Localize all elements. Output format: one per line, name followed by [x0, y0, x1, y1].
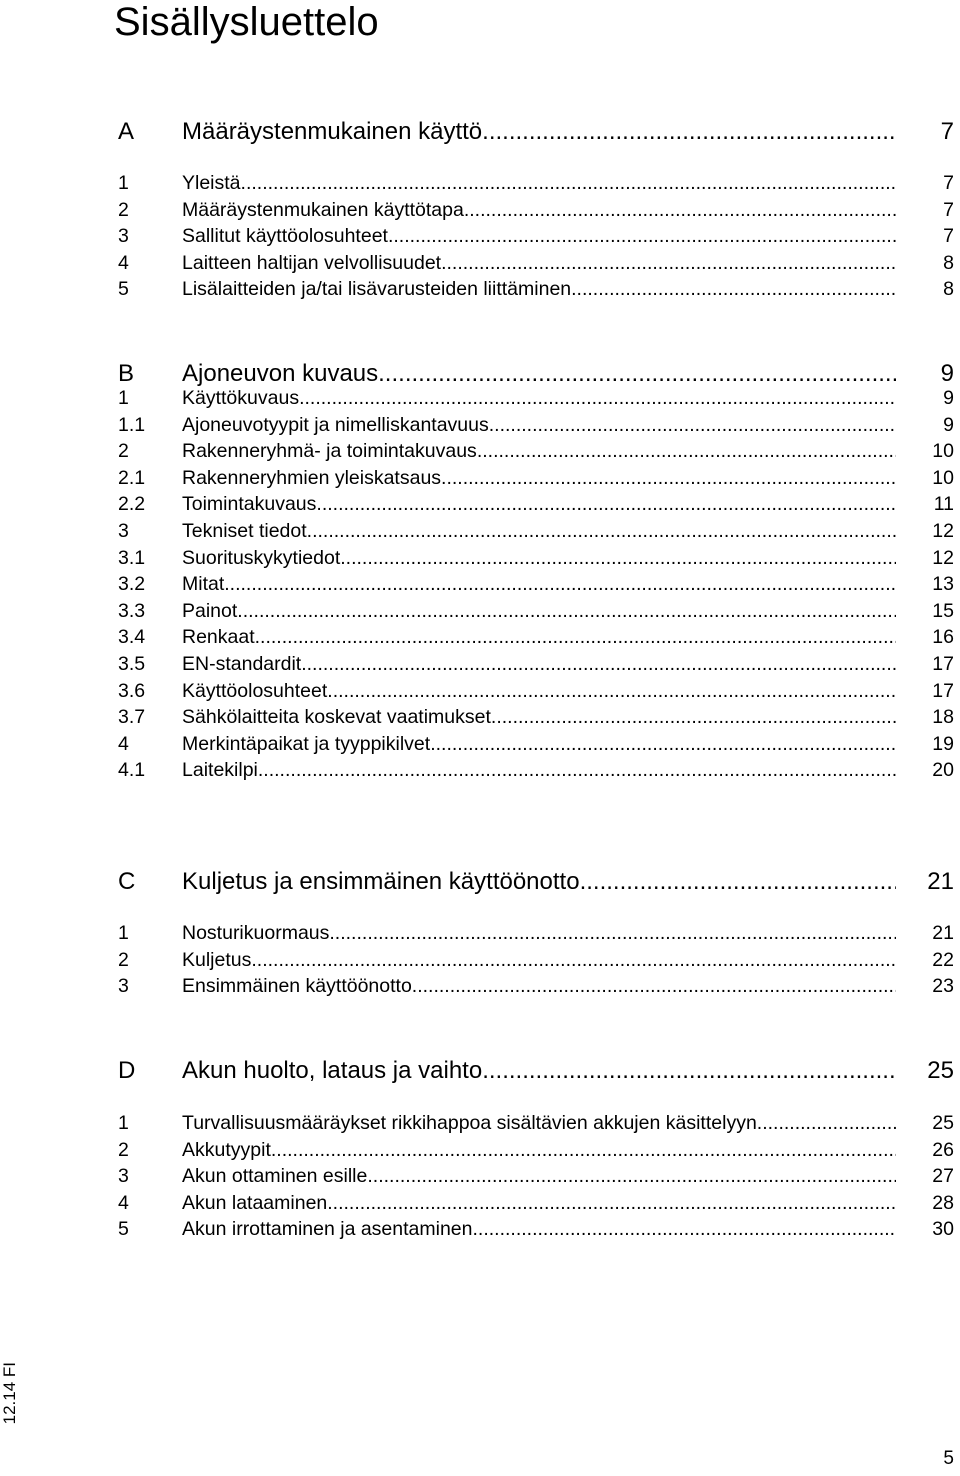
dot-leader: [299, 385, 896, 411]
toc-entry[interactable]: [118, 1216, 954, 1242]
entry-title: Renkaat: [182, 626, 255, 649]
toc-entry[interactable]: [118, 545, 954, 571]
entry-title: Toimintakuvaus: [182, 493, 317, 516]
section-page-number: 9: [940, 360, 954, 387]
entry-number: 3.3: [118, 599, 146, 622]
toc-entry[interactable]: [118, 491, 954, 517]
dot-leader: [224, 571, 896, 597]
dot-leader: [258, 757, 896, 783]
entry-page-number: 9: [943, 413, 954, 436]
entry-page-number: 28: [932, 1191, 954, 1214]
entry-title: Akun ottaminen esille: [182, 1165, 368, 1188]
toc-entry[interactable]: [118, 438, 954, 464]
entry-page-number: 23: [932, 975, 954, 998]
toc-entry[interactable]: [118, 1137, 954, 1163]
entry-page-number: 7: [943, 198, 954, 221]
section-letter: B: [118, 360, 135, 387]
entry-number: 1: [118, 922, 129, 944]
entry-page-number: 8: [943, 278, 954, 301]
entry-page-number: 27: [932, 1165, 954, 1188]
toc-entry[interactable]: [118, 1190, 954, 1216]
entry-title: Yleistä: [182, 172, 241, 194]
toc-entry[interactable]: [118, 412, 954, 438]
entry-title: Merkintäpaikat ja tyyppikilvet: [182, 732, 431, 755]
dot-leader: [571, 276, 896, 302]
entry-title: Turvallisuusmääräykset rikkihappoa sisältävien akkujen käsittelyyn: [182, 1112, 757, 1134]
dot-leader: [307, 518, 896, 544]
dot-leader: [580, 866, 896, 898]
toc-entry[interactable]: [118, 947, 954, 973]
entry-number: 4: [118, 732, 129, 755]
toc-entry[interactable]: [118, 757, 954, 783]
dot-leader: [367, 1163, 896, 1189]
section-letter: C: [118, 868, 136, 895]
entry-number: 3.7: [118, 706, 146, 729]
entry-page-number: 9: [943, 387, 954, 409]
dot-leader: [464, 197, 896, 223]
toc-entry[interactable]: [118, 1110, 954, 1136]
dot-leader: [241, 170, 896, 196]
section-letter: D: [118, 1057, 136, 1084]
entry-title: Mitat: [182, 573, 225, 596]
entry-number: 3: [118, 520, 129, 542]
entry-title: Kuljetus: [182, 948, 252, 971]
dot-leader: [412, 973, 896, 999]
entry-title: Ajoneuvotyypit ja nimelliskantavuus: [182, 413, 489, 436]
dot-leader: [237, 598, 896, 624]
toc-entry[interactable]: [118, 571, 954, 597]
dot-leader: [251, 947, 896, 973]
entry-title: Laitteen haltijan velvollisuudet: [182, 251, 442, 274]
entry-title: Sallitut käyttöolosuhteet: [182, 225, 388, 248]
dot-leader: [430, 731, 896, 757]
entry-page-number: 17: [932, 679, 954, 702]
dot-leader: [327, 678, 896, 704]
entry-page-number: 20: [932, 759, 954, 782]
toc-entry[interactable]: [118, 250, 954, 276]
entry-title: Ensimmäinen käyttöönotto: [182, 975, 412, 998]
entry-number: 2.2: [118, 493, 146, 516]
entry-number: 2: [118, 440, 129, 463]
dot-leader: [473, 1216, 897, 1242]
section-page-number: 7: [940, 118, 954, 145]
toc-entry[interactable]: [118, 385, 954, 411]
entry-page-number: 7: [943, 172, 954, 194]
section-title: Määräystenmukainen käyttö: [182, 118, 483, 145]
dot-leader: [255, 624, 896, 650]
dot-leader: [477, 438, 896, 464]
toc-entry[interactable]: [118, 598, 954, 624]
page-number: 5: [943, 1448, 954, 1469]
toc-entry[interactable]: [118, 170, 954, 196]
entry-number: 3.4: [118, 626, 146, 649]
entry-title: Tekniset tiedot: [182, 520, 307, 542]
dot-leader: [441, 250, 896, 276]
page-title: Sisällysluettelo: [114, 0, 379, 44]
toc-entry[interactable]: [118, 920, 954, 946]
entry-title: Nosturikuormaus: [182, 922, 330, 944]
entry-title: Suorituskykytiedot: [182, 546, 341, 569]
entry-number: 4: [118, 251, 129, 274]
entry-page-number: 12: [932, 520, 954, 542]
section-page-number: 21: [927, 868, 954, 895]
toc-entry[interactable]: [118, 651, 954, 677]
entry-number: 3: [118, 1165, 129, 1188]
toc-entry[interactable]: [118, 973, 954, 999]
toc-entry[interactable]: [118, 197, 954, 223]
entry-page-number: 10: [932, 466, 954, 489]
toc-entry[interactable]: [118, 731, 954, 757]
entry-page-number: 12: [932, 546, 954, 569]
section-page-number: 25: [927, 1057, 954, 1084]
entry-number: 2: [118, 198, 129, 221]
entry-number: 4: [118, 1191, 129, 1214]
dot-leader: [329, 920, 896, 946]
toc-entry[interactable]: [118, 465, 954, 491]
dot-leader: [316, 491, 896, 517]
toc-entry[interactable]: [118, 624, 954, 650]
entry-title: Käyttökuvaus: [182, 387, 300, 409]
entry-page-number: 26: [932, 1138, 954, 1161]
toc-entry[interactable]: [118, 518, 954, 544]
toc-section[interactable]: [118, 866, 954, 898]
section-title: Kuljetus ja ensimmäinen käyttöönotto: [182, 868, 580, 895]
entry-title: Rakenneryhmä- ja toimintakuvaus: [182, 440, 477, 463]
toc-entry[interactable]: [118, 276, 954, 302]
document-version: 12.14 FI: [0, 1362, 19, 1425]
entry-title: Akun irrottaminen ja asentaminen: [182, 1218, 473, 1241]
entry-title: Akkutyypit: [182, 1138, 271, 1161]
entry-page-number: 7: [943, 225, 954, 248]
entry-page-number: 15: [932, 599, 954, 622]
toc-entry[interactable]: [118, 678, 954, 704]
entry-page-number: 22: [932, 948, 954, 971]
section-title: Akun huolto, lataus ja vaihto: [182, 1057, 483, 1084]
entry-number: 4.1: [118, 759, 146, 782]
entry-number: 3.6: [118, 679, 146, 702]
entry-page-number: 16: [932, 626, 954, 649]
entry-title: Akun lataaminen: [182, 1191, 328, 1214]
entry-title: Lisälaitteiden ja/tai lisävarusteiden liittäminen: [182, 278, 572, 301]
entry-page-number: 8: [943, 251, 954, 274]
entry-page-number: 18: [932, 706, 954, 729]
dot-leader: [441, 465, 896, 491]
entry-page-number: 10: [932, 440, 954, 463]
entry-number: 3.5: [118, 653, 146, 675]
entry-title: Rakenneryhmien yleiskatsaus: [182, 466, 442, 489]
dot-leader: [301, 651, 896, 677]
entry-number: 3: [118, 225, 129, 248]
entry-number: 2: [118, 948, 129, 971]
toc-entry[interactable]: [118, 223, 954, 249]
dot-leader: [482, 1055, 896, 1087]
dot-leader: [491, 704, 896, 730]
entry-number: 3.1: [118, 546, 146, 569]
entry-title: Käyttöolosuhteet: [182, 679, 328, 702]
toc-section[interactable]: [118, 1055, 954, 1087]
dot-leader: [271, 1137, 896, 1163]
dot-leader: [388, 223, 896, 249]
section-letter: A: [118, 118, 135, 145]
dot-leader: [757, 1110, 896, 1136]
entry-title: Laitekilpi: [182, 759, 258, 782]
entry-number: 1.1: [118, 413, 146, 436]
entry-page-number: 13: [932, 573, 954, 596]
entry-number: 5: [118, 278, 129, 301]
dot-leader: [482, 116, 896, 148]
entry-number: 2.1: [118, 466, 146, 489]
entry-title: Painot: [182, 599, 238, 622]
entry-page-number: 11: [933, 493, 954, 516]
section-title: Ajoneuvon kuvaus: [182, 360, 379, 387]
entry-number: 2: [118, 1138, 129, 1161]
entry-page-number: 30: [932, 1218, 954, 1241]
entry-title: Sähkölaitteita koskevat vaatimukset: [182, 706, 491, 729]
entry-number: 1: [118, 387, 129, 409]
toc-section[interactable]: [118, 116, 954, 148]
toc-entry[interactable]: [118, 704, 954, 730]
entry-page-number: 21: [932, 922, 954, 944]
entry-page-number: 25: [932, 1112, 954, 1134]
dot-leader: [327, 1190, 896, 1216]
entry-number: 1: [118, 172, 129, 194]
entry-title: EN-standardit: [182, 653, 302, 675]
entry-number: 3: [118, 975, 129, 998]
entry-number: 3.2: [118, 573, 146, 596]
entry-page-number: 17: [932, 653, 954, 675]
toc-entry[interactable]: [118, 1163, 954, 1189]
dot-leader: [489, 412, 896, 438]
entry-title: Määräystenmukainen käyttötapa: [182, 198, 464, 221]
dot-leader: [340, 545, 896, 571]
entry-number: 5: [118, 1218, 129, 1241]
entry-number: 1: [118, 1112, 129, 1134]
entry-page-number: 19: [932, 732, 954, 755]
